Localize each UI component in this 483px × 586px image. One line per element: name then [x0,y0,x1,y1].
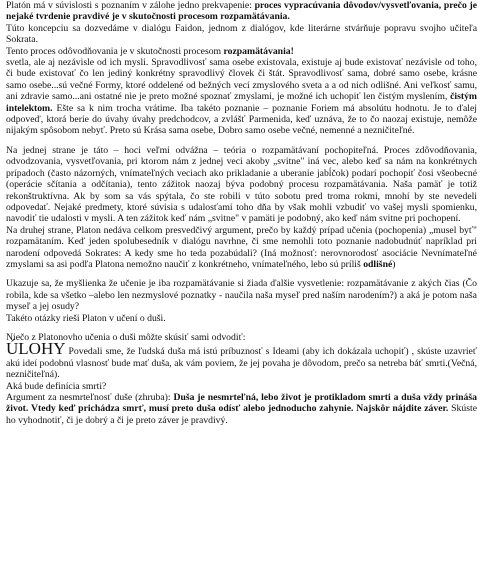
bold-text: rozpamätávania! [223,45,294,57]
text-segment: Na jednej strane je táto – hoci veľmi odvážna – teória o rozpamätávaní pochopiteľná. Proces zdôvodňovania, odvodzovania, vysvetľovania, pri ktorom nám z jednej veci akoby „svitne" iná vec, alebo keď sa nám na konkrétnych prípadoch (často názorných, vnímateľných veciach ako prikladanie a uberanie jabĺčok) podarí pochopiť čosi všeobecné (operácie sčítania a odčítania), tento zážitok naozaj býva podobný procesu rozpamätávania. Naša pamäť je totiž rekonštruktívna. Ak by som sa vás spýtala, čo ste robili v túto sobotu pred troma rokmi, mnohí by ste nevedeli odpovedať. Nejaké predmety, ktoré súvisia s udalosťami toho dňa by však mohli vzbudiť vo vašej mysli spomienku, navodiť tie udalosti v mysli. A ten zážitok keď nám „svitne" v pamäti je podobný, ako keď nám svitne pri pochopení. [6,144,477,225]
text-segment: Ukazuje sa, že myšlienka že učenie je iba rozpamätávanie si žiada ďalšie vysvetlenie: rozpamätávanie z akých čias (Čo robila, kde sa všetko –alebo len nezmyslové poznatky - naučila naša myseľ pred naším narodením?) a aká je potom naša myseľ a jej osudy? [6,278,477,313]
text-segment: Skúste ho vyhodnotiť, či je dobrý a či je preto záver je pravdivý. [6,403,477,426]
text-segment: Túto koncepciu sa dozvedáme v dialógu Faidon, jednom z dialógov, kde literárne stvárňuje popravu svojho učiteľa Sokrata. [6,22,477,46]
paragraph [6,313,477,324]
text-segment: ) [392,258,396,270]
paragraph-gap [6,324,477,332]
paragraph [6,392,477,426]
bold-text: čistým intelektom. [6,91,477,114]
paragraph [6,23,477,46]
paragraph [6,225,477,271]
text-segment: Povedali sme, že ľudská duša má istú príbuznosť s Ideami (aby ich dokázala uchopiť) , skúste uzavrieť akú ideí podobnú vlasnosť bude mať duša, ak vám poviem, že jej povaha je dôvodom, prečo sa netreba báť smrti.(Večná, nezničiteľná). [6,346,477,381]
paragraph [6,145,477,225]
paragraph [6,46,477,57]
text-segment: Aká bude definícia smrti? [6,380,107,392]
text-segment: Platón má v súvislosti s poznaním v zálohe jedno prekvapenie: [6,0,255,11]
text-segment: Tento proces odôvodňovania je v skutočnosti procesom [6,45,224,57]
section-heading: ÚLOHY [6,339,66,359]
bold-text: proces vypracúvania dôvodov/vysvetľovania, prečo je nejaké tvrdenie pravdivé je v skutočnosti procesom rozpamätávania. [6,0,478,23]
paragraph-gap [6,137,477,145]
paragraph [6,381,477,392]
paragraph [6,332,477,343]
text-segment: svetla, ale aj nezávisle od ich mysli. Spravodlivosť sama osebe existovala, existuje aj bude existovať nezávisle od toho, či bude existovať čo len jediný konkrétny spravodlivý človek či štát. Spravodlivosť sama, dobré samo osebe, krásne samo osebe...sú večné Formy, ktoré oddelené od bežných vecí zmyslového sveta a a od nich odlišné. Ani veľkosť samu, ani zdravie samo...ani ostatné nie je preto možné spoznať zmyslami, je možné ich uchopiť len čistým myslením, [6,57,477,103]
text-segment: Takéto otázky rieši Platon v učení o duši. [6,312,166,324]
text-segment: Argument za nesmrteľnosť duše (zhruba): [6,392,174,403]
text-segment: Ešte sa k nim trocha vrátime. Iba takéto poznanie – poznanie Foriem má absolútu hodnotu. Je to ďalej odpoveď, ktorá berie do úvahy úvahy predchodcov, a zvlášť Parmenida, keď uznáva, že to čo naozaj existuje, nemôže nijakým spôsobom nebyť. Preto sú Krása sama osebe, Dobro samo osebe večné, nemenné a nezničiteľné. [6,102,477,137]
paragraph [6,278,477,312]
bold-text: odlišné [363,258,393,270]
paragraph [6,57,477,137]
bold-text: Duša je nesmrteľná, lebo život je protikladom smrti a duša vždy prináša život. Vtedy keď prichádza smrť, musí preto duša odísť alebo jednoducho zahynie. Najskôr nájdite záver. [6,392,477,415]
paragraph [6,0,477,23]
paragraph [6,339,477,381]
text-segment: Niečo z Platonovho učenia o duši môžte skúsiť sami odvodiť: [6,331,246,343]
text-segment: Na druhej strane, Platon nedáva celkom presvedčivý argument, prečo by každý prípad učenia (pochopenia) „musel byť" rozpamätaním. Keď jeden spolubesedník v dialógu navrhne, či sme nemohli toto poznanie nadobudnúť napríklad pri narodení odpovedá Sokrates: A kedy sme ho teda pozabúdali? (Iná možnosť: nerovnorodosť asociácie Nevnímateľné zmyslami sa asi podľa Platona nemožno naučiť z konkrétneho, vnímateľného, lebo sú príliš [6,224,477,270]
